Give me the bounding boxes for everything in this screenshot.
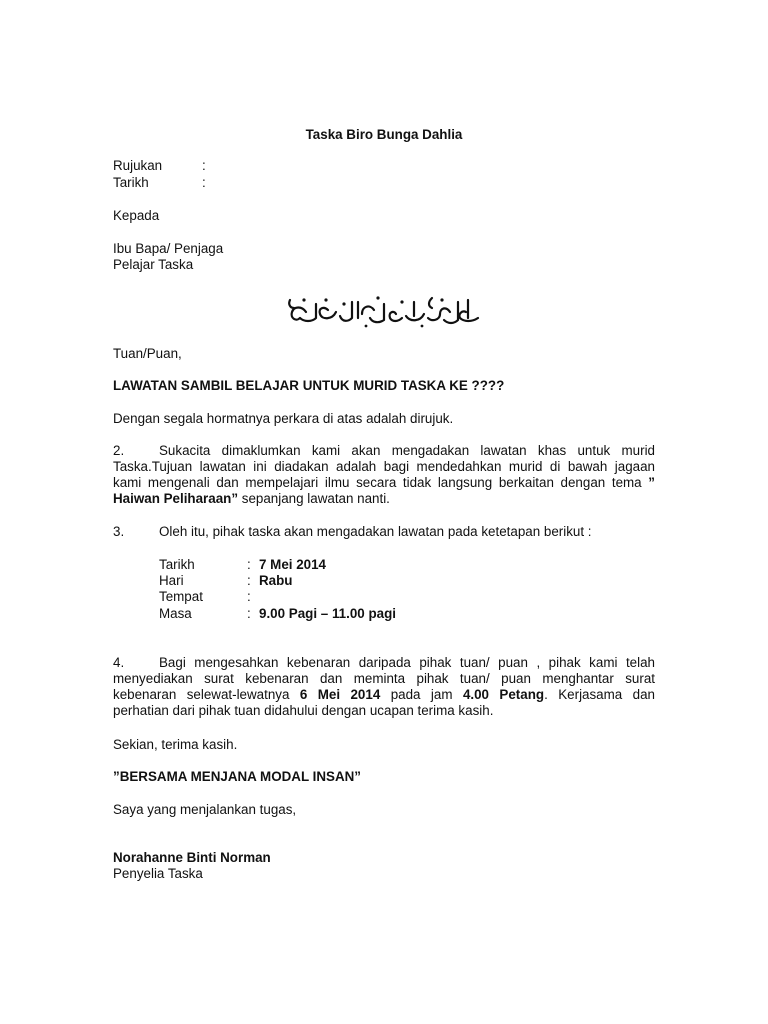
paragraph-4-line-3b: pada jam xyxy=(380,687,463,702)
signer-name: Norahanne Binti Norman xyxy=(113,850,271,865)
paragraph-2-line-4: sepanjang lawatan nanti. xyxy=(238,491,390,506)
detail-tarikh-label: Tarikh xyxy=(159,557,195,572)
detail-hari-colon: : xyxy=(247,573,251,588)
paragraph-2-number: 2. xyxy=(113,443,125,458)
kepada-label: Kepada xyxy=(113,208,160,223)
detail-masa-label: Masa xyxy=(159,606,192,621)
deadline-time: 4.00 Petang xyxy=(462,687,545,702)
paragraph-4-line-4: perhatian dari pihak tuan didahului dengan ucapan terima kasih. xyxy=(113,703,494,718)
letter-title: Taska Biro Bunga Dahlia xyxy=(305,127,463,142)
subject-heading: LAWATAN SAMBIL BELAJAR UNTUK MURID TASKA KE ???? xyxy=(113,378,505,393)
salutation: Tuan/Puan, xyxy=(113,346,182,361)
recipient-line-1: Ibu Bapa/ Penjaga xyxy=(113,241,224,256)
recipient-line-2: Pelajar Taska xyxy=(113,257,194,272)
detail-tarikh-colon: : xyxy=(247,557,251,572)
intro-text: Dengan segala hormatnya perkara di atas adalah dirujuk. xyxy=(113,411,454,426)
detail-hari-value: Rabu xyxy=(259,573,293,588)
tarikh-label: Tarikh xyxy=(113,175,149,190)
paragraph-2 xyxy=(113,443,655,507)
rujukan-label: Rujukan xyxy=(113,158,163,173)
paragraph-4-line-3c: . Kerjasama dan xyxy=(544,687,655,702)
closing-text: Sekian, terima kasih. xyxy=(113,737,238,752)
paragraph-2-line-3: kami mengenali dan mempelajari ilmu secara tidak langsung berkaitan dengan tema xyxy=(113,475,642,490)
detail-masa-value: 9.00 Pagi – 11.00 pagi xyxy=(259,606,396,621)
paragraph-4-line-3a: kebenaran selewat-lewatnya xyxy=(113,687,300,702)
paragraph-3-text: Oleh itu, pihak taska akan mengadakan lawatan pada ketetapan berikut : xyxy=(159,524,592,539)
paragraph-2-open-quote: ” xyxy=(648,475,655,490)
theme-name: Haiwan Peliharaan” xyxy=(113,491,239,506)
rujukan-colon: : xyxy=(202,158,206,173)
detail-hari-label: Hari xyxy=(159,573,184,588)
duty-line: Saya yang menjalankan tugas, xyxy=(113,802,297,817)
motto: ”BERSAMA MENJANA MODAL INSAN” xyxy=(113,769,361,784)
paragraph-4-line-2: menyediakan surat kebenaran dan meminta pihak tuan/ puan menghantar surat xyxy=(113,671,655,686)
detail-tempat-label: Tempat xyxy=(159,589,203,604)
detail-tempat-colon: : xyxy=(247,589,251,604)
paragraph-4 xyxy=(113,655,655,719)
paragraph-2-line-1: Sukacita dimaklumkan kami akan mengadakan lawatan khas untuk murid xyxy=(159,443,655,458)
paragraph-3-number: 3. xyxy=(113,524,125,539)
paragraph-2-line-2: Taska.Tujuan lawatan ini diadakan adalah bagi mendedahkan murid di bawah jagaan xyxy=(113,459,655,474)
detail-tarikh-value: 7 Mei 2014 xyxy=(259,557,326,572)
deadline-date: 6 Mei 2014 xyxy=(299,687,381,702)
tarikh-colon: : xyxy=(202,175,206,190)
detail-masa-colon: : xyxy=(247,606,251,621)
paragraph-4-number: 4. xyxy=(113,655,125,670)
salam-calligraphy xyxy=(282,292,484,332)
paragraph-4-line-1: Bagi mengesahkan kebenaran daripada pihak tuan/ puan , pihak kami telah xyxy=(159,655,655,670)
signer-title: Penyelia Taska xyxy=(113,866,203,881)
